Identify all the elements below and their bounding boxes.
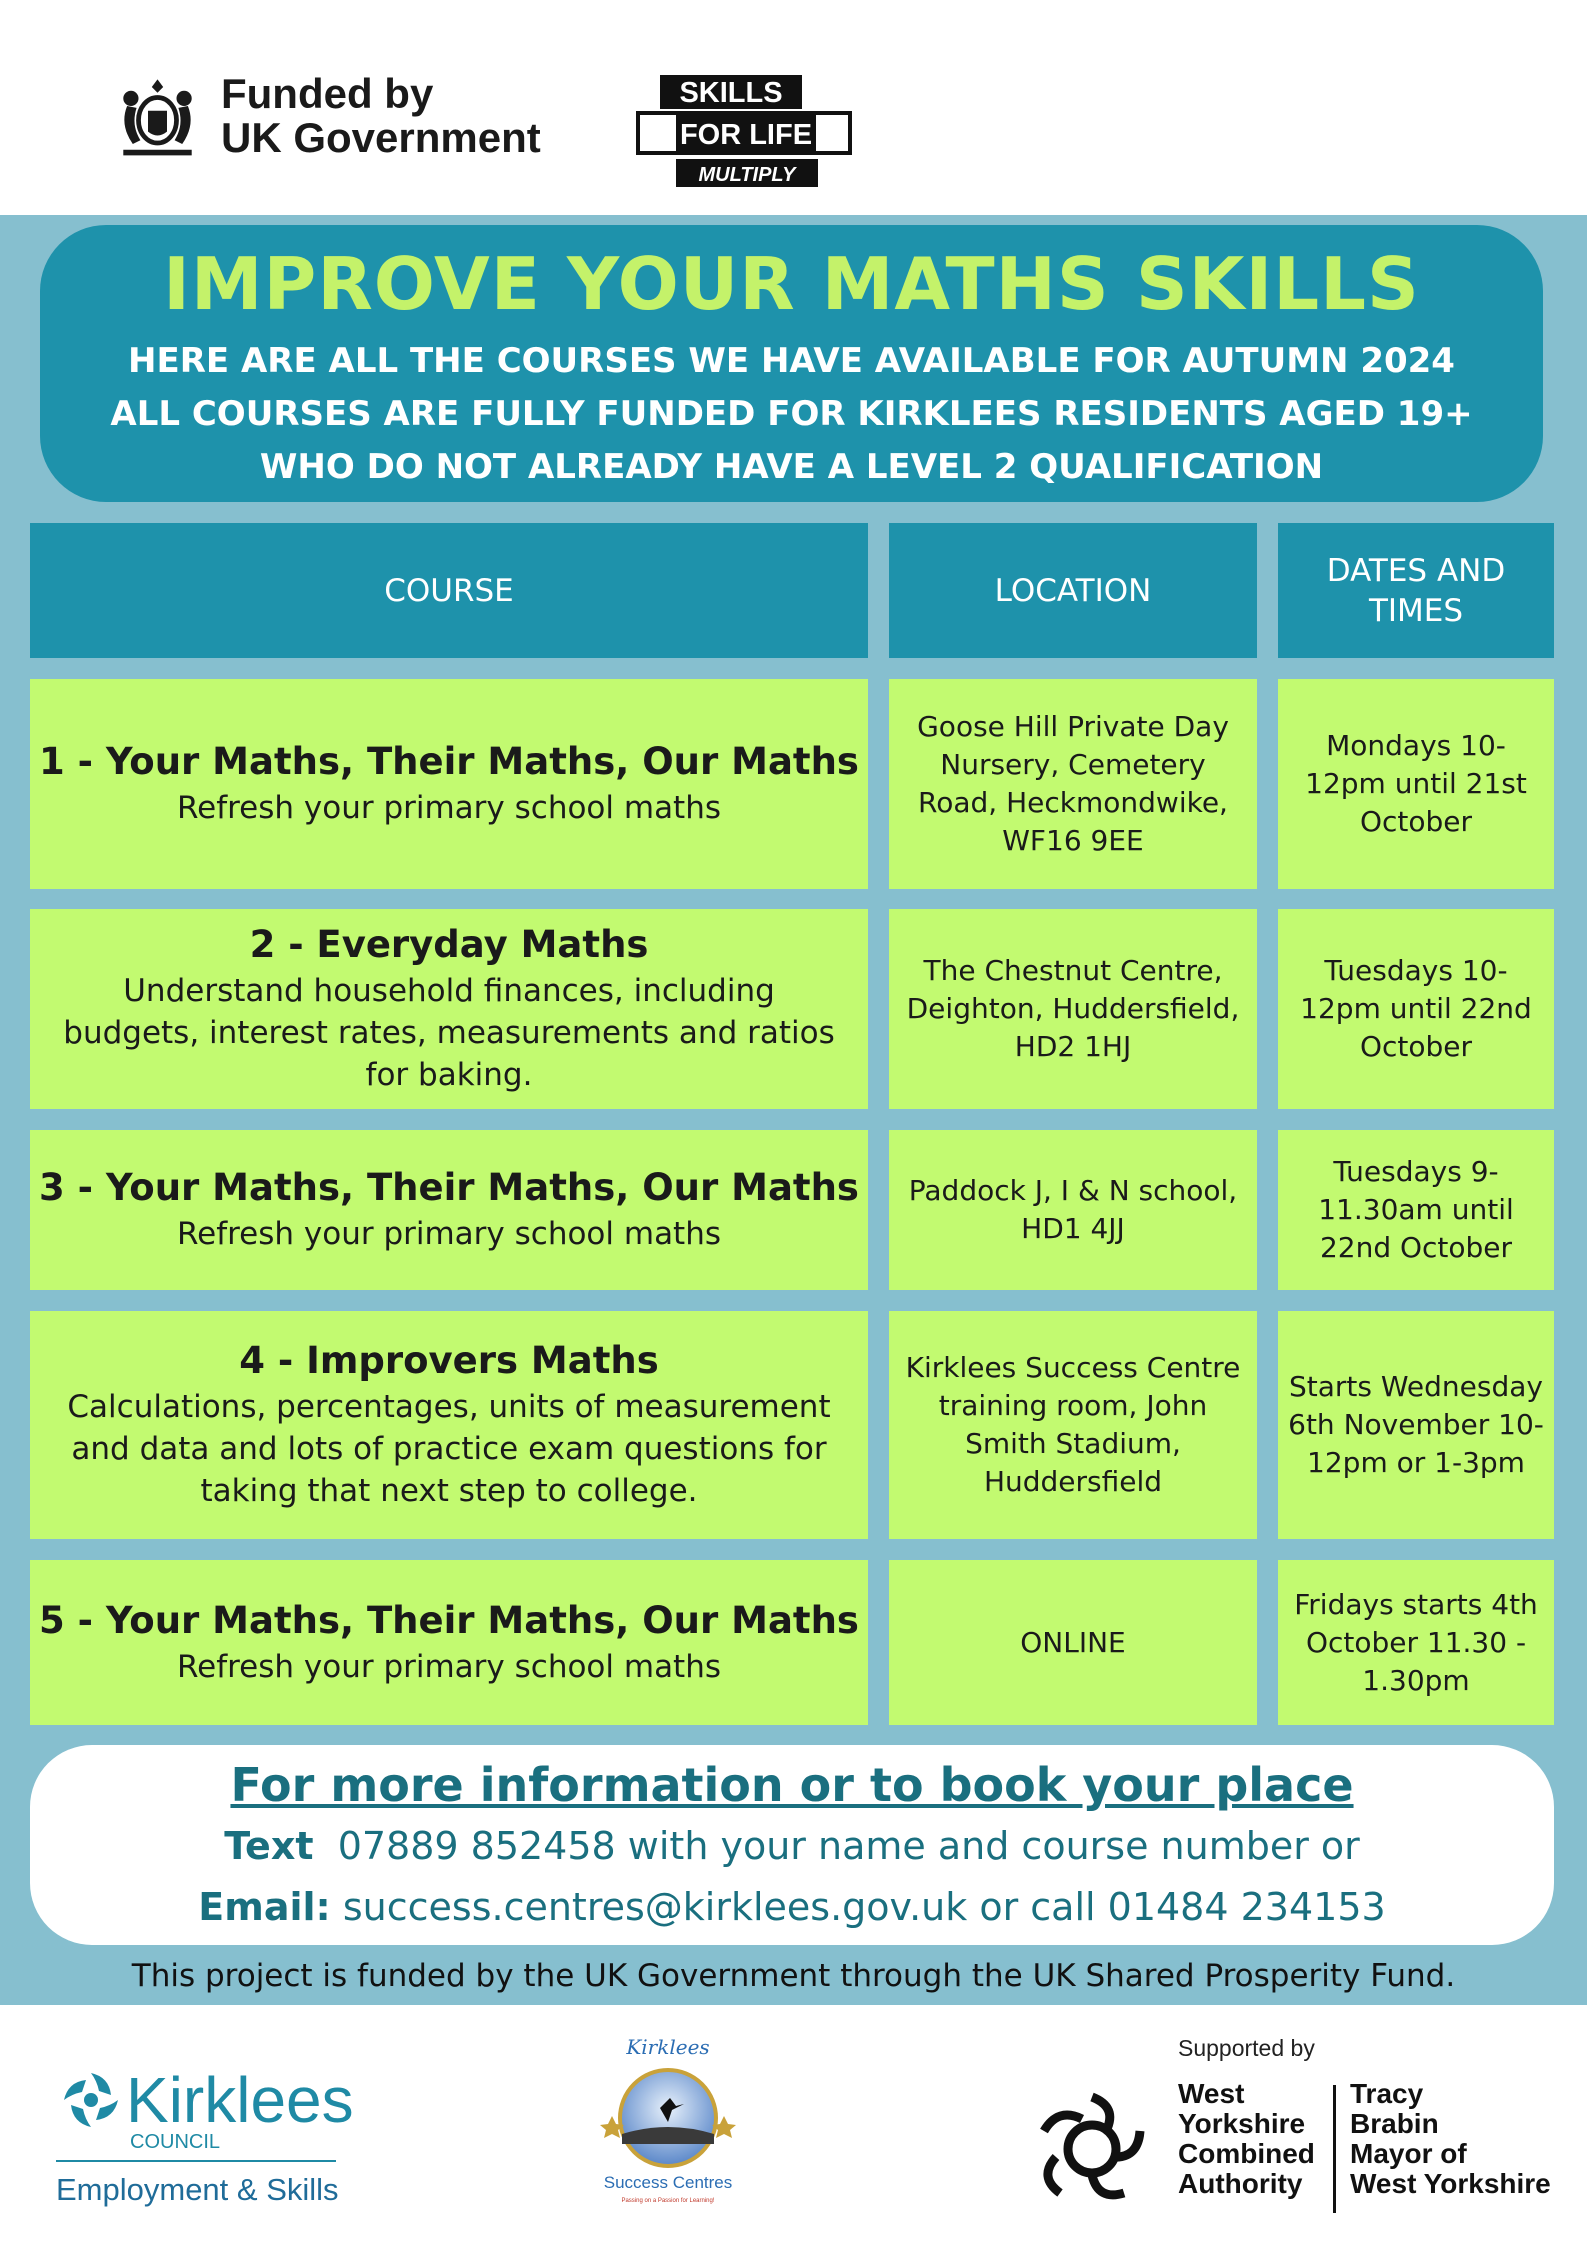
text-body: 07889 852458 with your name and course number or — [337, 1824, 1360, 1868]
page-title: IMPROVE YOUR MATHS SKILLS — [163, 242, 1420, 326]
kirklees-name: Kirklees — [126, 2064, 354, 2136]
course-title: 4 - Improvers Maths — [239, 1339, 659, 1382]
rose-knot-icon — [1028, 2085, 1156, 2213]
sfl-line-1: SKILLS — [679, 77, 783, 109]
divider — [1333, 2085, 1336, 2213]
contact-text-line — [30, 1820, 1554, 1872]
kirklees-department: Employment & Skills — [56, 2172, 339, 2207]
course-cell-5 — [30, 1560, 868, 1725]
wyca-line-4: Authority — [1178, 2168, 1303, 2199]
mayor-line-3: Mayor of — [1350, 2138, 1467, 2169]
location-cell-4: Kirklees Success Centre training room, John Smith Stadium, Huddersfield — [889, 1311, 1257, 1539]
hero-line-1: HERE ARE ALL THE COURSES WE HAVE AVAILABLE FOR AUTUMN 2024 — [128, 341, 1455, 381]
dates-cell-4: Starts Wednesday 6th November 10-12pm or 1-3pm — [1278, 1311, 1554, 1539]
kirklees-council-logo — [56, 2065, 354, 2208]
success-centres-bottom: Success Centres — [603, 2173, 733, 2192]
course-description: Calculations, percentages, units of measurement and data and lots of practice exam questions for taking that next step to college. — [67, 1389, 831, 1509]
hero-line-3: WHO DO NOT ALREADY HAVE A LEVEL 2 QUALIFICATION — [259, 447, 1324, 487]
text-label: Text — [224, 1824, 314, 1868]
sfl-line-3: MULTIPLY — [698, 164, 796, 186]
location-cell-5: ONLINE — [889, 1560, 1257, 1725]
course-cell-3 — [30, 1130, 868, 1290]
sfl-line-2: FOR LIFE — [679, 119, 813, 151]
course-title: 3 - Your Maths, Their Maths, Our Maths — [39, 1166, 859, 1209]
divider — [56, 2160, 336, 2162]
course-title: 1 - Your Maths, Their Maths, Our Maths — [39, 740, 859, 783]
course-description: Understand household finances, including budgets, interest rates, measurements and ratios for baking. — [63, 973, 835, 1093]
contact-email-line — [30, 1881, 1554, 1933]
page-header — [0, 0, 1587, 215]
location-cell-3: Paddock J, I & N school, HD1 4JJ — [889, 1130, 1257, 1290]
gov-line-1: Funded by — [221, 69, 434, 117]
course-cell-4 — [30, 1311, 868, 1539]
course-title: 2 - Everyday Maths — [249, 923, 649, 966]
wyca-line-2: Yorkshire — [1178, 2108, 1306, 2139]
course-title: 5 - Your Maths, Their Maths, Our Maths — [39, 1598, 859, 1642]
west-yorkshire-logo — [1028, 2035, 1568, 2225]
hero-subtitle — [40, 335, 1543, 494]
kirklees-swirl-icon — [56, 2065, 126, 2135]
course-cell-2 — [30, 909, 868, 1109]
mayor-line-4: West Yorkshire — [1350, 2168, 1551, 2199]
wyca-line-3: Combined — [1178, 2138, 1315, 2169]
contact-title: For more information or to book your place — [230, 1758, 1354, 1812]
column-header-location: LOCATION — [889, 523, 1257, 658]
skills-for-life-logo — [636, 73, 852, 191]
hero-line-2: ALL COURSES ARE FULLY FUNDED FOR KIRKLEES RESIDENTS AGED 19+ — [110, 394, 1473, 434]
location-cell-2: The Chestnut Centre, Deighton, Huddersfield, HD2 1HJ — [889, 909, 1257, 1109]
success-centres-top: Kirklees — [626, 2035, 710, 2059]
mayor-line-2: Brabin — [1350, 2108, 1439, 2139]
course-cell-1 — [30, 679, 868, 889]
hero-banner — [40, 225, 1543, 502]
royal-crest-icon — [110, 68, 205, 163]
success-centres-logo — [598, 2030, 738, 2210]
email-label: Email: — [198, 1885, 331, 1929]
gov-line-2: UK Government — [221, 113, 541, 161]
course-description: Refresh your primary school maths — [176, 1216, 722, 1252]
dates-cell-3: Tuesdays 9-11.30am until 22nd October — [1278, 1130, 1554, 1290]
dates-cell-1: Mondays 10-12pm until 21st October — [1278, 679, 1554, 889]
funding-note: This project is funded by the UK Government through the UK Shared Prosperity Fund. — [131, 1958, 1456, 1994]
course-description: Refresh your primary school maths — [176, 1648, 722, 1685]
column-header-dates: DATES AND TIMES — [1278, 523, 1554, 658]
mayor-name — [1350, 2079, 1570, 2199]
course-description: Refresh your primary school maths — [176, 790, 722, 826]
location-cell-1: Goose Hill Private Day Nursery, Cemetery Road, Heckmondwike, WF16 9EE — [889, 679, 1257, 889]
kirklees-council-label: COUNCIL — [130, 2131, 221, 2153]
mayor-line-1: Tracy — [1350, 2078, 1424, 2109]
uk-government-logo — [110, 68, 541, 163]
dates-cell-2: Tuesdays 10-12pm until 22nd October — [1278, 909, 1554, 1109]
supported-by-label: Supported by — [1178, 2035, 1315, 2061]
email-body: success.centres@kirklees.gov.uk or call 01484 234153 — [342, 1885, 1386, 1929]
contact-box — [30, 1745, 1554, 1945]
wyca-line-1: West — [1178, 2078, 1245, 2109]
wyca-name — [1178, 2079, 1328, 2199]
column-header-course: COURSE — [30, 523, 868, 658]
success-centres-tagline: Passing on a Passion for Learning! — [621, 2198, 715, 2204]
dates-cell-5: Fridays starts 4th October 11.30 - 1.30pm — [1278, 1560, 1554, 1725]
